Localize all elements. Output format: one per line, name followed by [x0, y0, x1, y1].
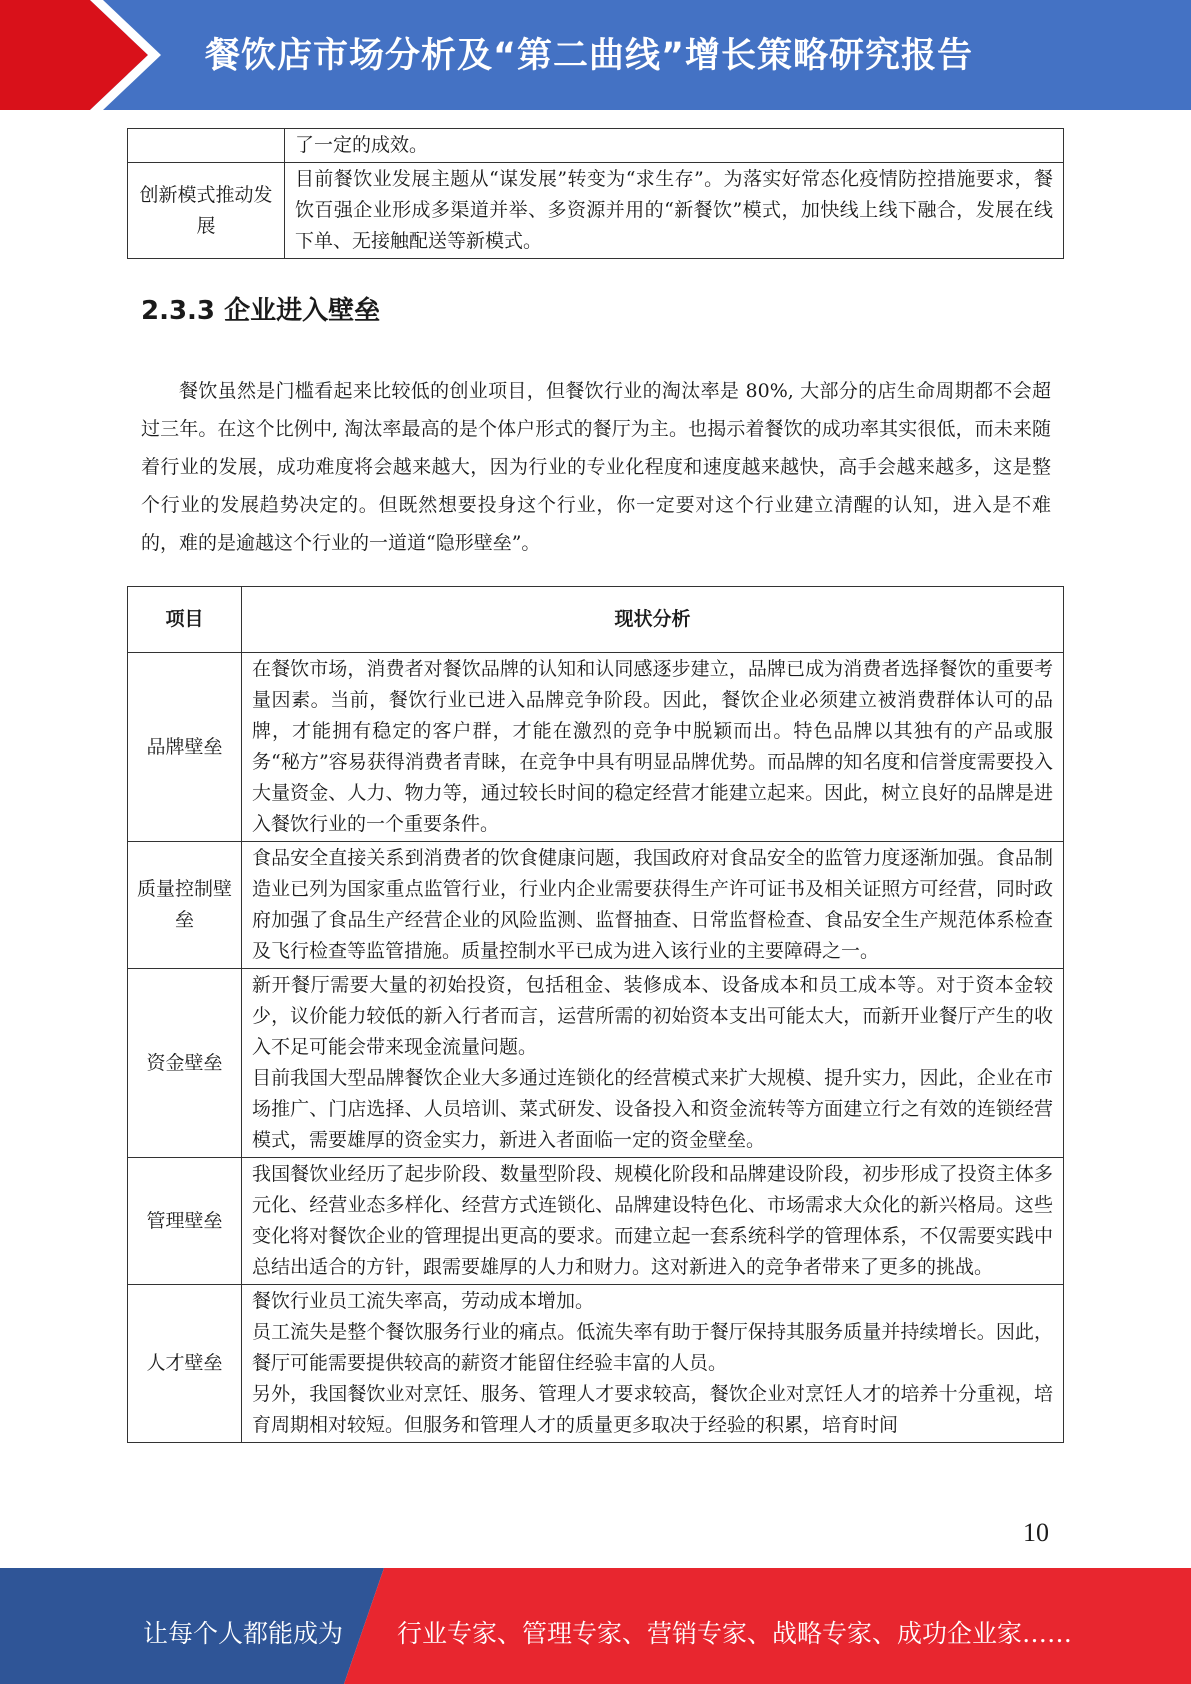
column-header-analysis: 现状分析: [242, 587, 1064, 653]
table-row: [128, 1158, 1064, 1285]
body-paragraph: 餐饮虽然是门槛看起来比较低的创业项目，但餐饮行业的淘汰率是 80%, 大部分的店生命周期都不会超过三年。在这个比例中, 淘汰率最高的是个体户形式的餐厅为主。也揭示着餐饮的成功率其实很低，而未来随着行业的发展，成功难度将会越来越大，因为行业的专业化程度和速度越来越快，高手会越来越多，这是整个行业的发展趋势决定的。但既然想要投身这个行业，你一定要对这个行业建立清醒的认知，进入是不难的，难的是逾越这个行业的一道道“隐形壁垒”。: [141, 380, 1051, 554]
table-cell-item: [128, 129, 285, 163]
table-cell-desc: 了一定的成效。: [285, 129, 1064, 163]
table-cell-desc: 新开餐厅需要大量的初始投资，包括租金、装修成本、设备成本和员工成本等。对于资本金较少，议价能力较低的新入行者而言，运营所需的初始资本支出可能太大，而新开业餐厅产生的收入不足可能会带来现金流量问题。 目前我国大型品牌餐饮企业大多通过连锁化的经营模式来扩大规模、提升实力，因此，企业在市场推广、门店选择、人员培训、菜式研发、设备投入和资金流转等方面建立行之有效的连锁经营模式，需要雄厚的资金实力，新进入者面临一定的资金壁垒。: [242, 969, 1064, 1158]
table-row: [128, 653, 1064, 842]
table-cell-desc: 我国餐饮业经历了起步阶段、数量型阶段、规模化阶段和品牌建设阶段，初步形成了投资主体多元化、经营业态多样化、经营方式连锁化、品牌建设特色化、市场需求大众化的新兴格局。这些变化将对餐饮企业的管理提出更高的要求。而建立起一套系统科学的管理体系，不仅需要实践中总结出适合的方针，跟需要雄厚的人力和财力。这对新进入的竞争者带来了更多的挑战。: [242, 1158, 1064, 1285]
table-cell-item: 人才壁垒: [128, 1285, 242, 1443]
column-header-item: 项目: [128, 587, 242, 653]
section-heading: 2.3.3 企业进入壁垒: [141, 296, 381, 326]
barriers-table: [127, 586, 1064, 1443]
footer-banner: [0, 1568, 1191, 1684]
table-row: [128, 163, 1064, 259]
table-cell-item: 创新模式推动发展: [128, 163, 285, 259]
table-cell-item: 质量控制壁垒: [128, 842, 242, 969]
table-cell-item: 管理壁垒: [128, 1158, 242, 1285]
header-banner: [0, 0, 1191, 110]
table-header-row: [128, 587, 1064, 653]
table-cell-desc: 目前餐饮业发展主题从“谋发展”转变为“求生存”。为落实好常态化疫情防控措施要求，餐饮百强企业形成多渠道并举、多资源并用的“新餐饮”模式，加快线上线下融合，发展在线下单、无接触配送等新模式。: [285, 163, 1064, 259]
table-cell-desc: 在餐饮市场，消费者对餐饮品牌的认知和认同感逐步建立，品牌已成为消费者选择餐饮的重要考量因素。当前，餐饮行业已进入品牌竞争阶段。因此，餐饮企业必须建立被消费群体认可的品牌，才能拥有稳定的客户群，才能在激烈的竞争中脱颖而出。特色品牌以其独有的产品或服务“秘方”容易获得消费者青睐，在竞争中具有明显品牌优势。而品牌的知名度和信誉度需要投入大量资金、人力、物力等，通过较长时间的稳定经营才能建立起来。因此，树立良好的品牌是进入餐饮行业的一个重要条件。: [242, 653, 1064, 842]
table-cell-item: 资金壁垒: [128, 969, 242, 1158]
page-number: 10: [1023, 1518, 1049, 1547]
document-title: 餐饮店市场分析及“第二曲线”增长策略研究报告: [205, 36, 974, 76]
table-cell-item: 品牌壁垒: [128, 653, 242, 842]
table-row: [128, 1285, 1064, 1443]
footer-slogan-left: 让每个人都能成为: [143, 1619, 344, 1648]
table-cell-desc: 食品安全直接关系到消费者的饮食健康问题，我国政府对食品安全的监管力度逐渐加强。食品制造业已列为国家重点监管行业，行业内企业需要获得生产许可证书及相关证照方可经营，同时政府加强了食品生产经营企业的风险监测、监督抽查、日常监督检查、食品安全生产规范体系检查及飞行检查等监管措施。质量控制水平已成为进入该行业的主要障碍之一。: [242, 842, 1064, 969]
table-row: [128, 129, 1064, 163]
table-row: [128, 969, 1064, 1158]
footer-slogan-right: 行业专家、管理专家、营销专家、战略专家、成功企业家……: [397, 1619, 1073, 1648]
table-cell-desc: 餐饮行业员工流失率高，劳动成本增加。 员工流失是整个餐饮服务行业的痛点。低流失率有助于餐厅保持其服务质量并持续增长。因此，餐厅可能需要提供较高的薪资才能留住经验丰富的人员。 另外，我国餐饮业对烹饪、服务、管理人才要求较高，餐饮企业对烹饪人才的培养十分重视，培育周期相对较短。但服务和管理人才的质量更多取决于经验的积累，培育时间: [242, 1285, 1064, 1443]
table-row: [128, 842, 1064, 969]
continuation-table: [127, 128, 1064, 259]
